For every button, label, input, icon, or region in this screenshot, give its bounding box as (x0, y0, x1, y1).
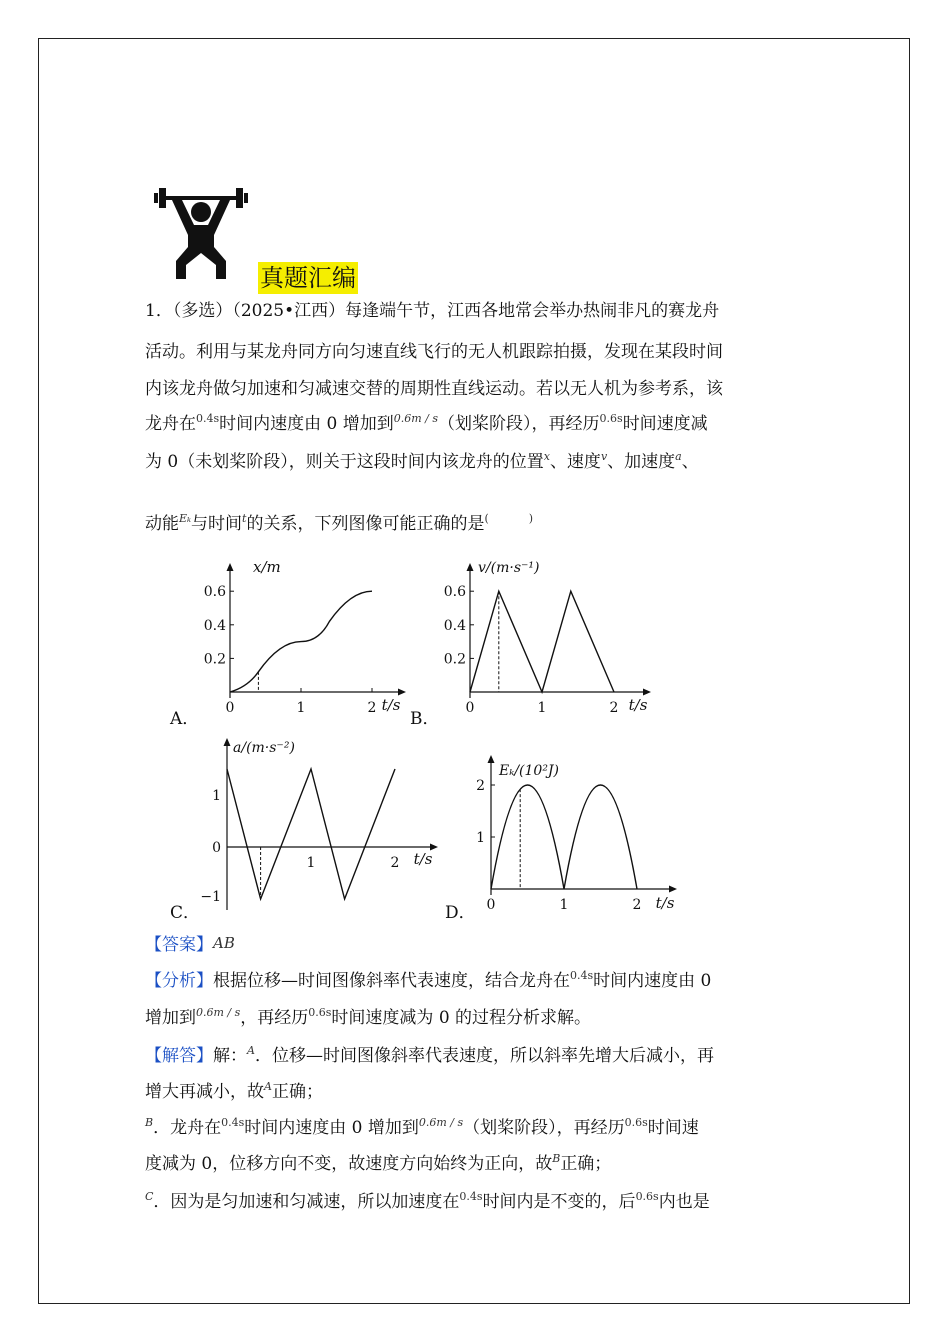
analysis-line-2: 增加到$^{0.6m / s}$，再经历$^{0.6s}$时间速度减为 0 的过程分析求解。 (145, 1006, 592, 1028)
x-tick-label: 2 (367, 700, 377, 716)
y-axis-arrow (488, 755, 495, 763)
solution-line-5: $^C$．因为是匀加速和匀减速，所以加速度在$^{0.4s}$时间内是不变的，后$^{0.6s}$内也是 (145, 1190, 710, 1212)
y-tick-label: 1 (476, 830, 485, 846)
ek-t-curve (491, 785, 637, 889)
x-axis-label: t/s (628, 696, 648, 714)
analysis-line-1: 【分析】根据位移—时间图像斜率代表速度，结合龙舟在$^{0.4s}$时间内速度由 0 (145, 969, 712, 991)
y-tick-label: 1 (212, 788, 221, 804)
question-line-1: 1．（多选）（2025•江西）每逢端午节，江西各地常会举办热闹非凡的赛龙舟 (145, 301, 720, 321)
answer-line (145, 934, 235, 956)
x-tick-label: 0 (465, 700, 475, 716)
option-a-label[interactable]: A． (170, 709, 200, 729)
a-t-line (227, 769, 395, 899)
chart-a-t (195, 738, 440, 913)
x-axis-arrow (643, 689, 651, 696)
solution-line-1: 【解答】解：$^A$．位移—时间图像斜率代表速度，所以斜率先增大后减小，再 (145, 1044, 714, 1066)
y-axis-label: x/m (253, 558, 281, 576)
y-tick-label: 0.6 (203, 584, 226, 601)
question-line-5: 为 0（未划桨阶段），则关于这段时间内该龙舟的位置$^x$、速度$^v$、加速度$^a$、 (145, 450, 699, 472)
chart-ek-t (455, 755, 685, 915)
x-t-curve (230, 591, 372, 692)
question-line-2: 活动。利用与某龙舟同方向匀速直线飞行的无人机跟踪拍摄，发现在某段时间 (145, 342, 723, 362)
chart-x-t (195, 555, 420, 720)
answer-tag: 【答案】 (145, 935, 213, 955)
option-c-label[interactable]: C． (170, 903, 201, 923)
x-tick-label: 1 (559, 897, 569, 913)
x-tick-label: 2 (609, 700, 619, 716)
solution-line-3: $^B$．龙舟在$^{0.4s}$时间内速度由 0 增加到$^{0.6m / s}$（划桨阶段），再经历$^{0.6s}$时间速 (145, 1116, 699, 1138)
x-tick-label: 2 (390, 855, 400, 871)
y-tick-label: 0.4 (203, 617, 226, 634)
x-tick-label: 1 (296, 700, 306, 716)
x-axis-label: t/s (413, 850, 433, 868)
x-tick-label: 0 (225, 700, 235, 716)
option-d-label[interactable]: D． (445, 903, 476, 923)
x-axis-arrow (669, 886, 677, 893)
v-t-line (470, 591, 614, 692)
solution-line-2: 增大再减小，故$^A$正确； (145, 1080, 323, 1102)
x-tick-label: 2 (632, 897, 642, 913)
chart-v-t (435, 555, 665, 720)
y-tick-label: 0.2 (443, 651, 466, 668)
y-axis-arrow (467, 563, 474, 571)
section-title: 真题汇编 (260, 264, 356, 292)
x-tick-label: 1 (537, 700, 547, 716)
x-axis-arrow (398, 689, 406, 696)
y-axis-arrow (227, 563, 234, 571)
answer-value: AB (213, 934, 235, 952)
y-tick-label: 2 (476, 778, 485, 794)
y-axis-label: v/(m·s⁻¹) (478, 560, 540, 576)
question-line-6: 动能$^{E_k}$与时间$^t$的关系，下列图像可能正确的是( ) (145, 512, 534, 534)
y-tick-label: 0.6 (443, 584, 466, 601)
y-tick-label: −1 (200, 889, 221, 905)
option-b-label[interactable]: B． (410, 709, 440, 729)
y-axis-arrow (224, 738, 231, 746)
y-tick-label: 0 (212, 840, 221, 856)
x-axis-label: t/s (655, 894, 675, 912)
question-line-3: 内该龙舟做匀加速和匀减速交替的周期性直线运动。若以无人机为参考系，该 (145, 379, 723, 399)
question-line-4: 龙舟在$^{0.4s}$时间内速度由 0 增加到$^{0.6m / s}$（划桨阶段），再经历$^{0.6s}$时间速度减 (145, 412, 708, 434)
y-tick-label: 0.2 (203, 651, 226, 668)
x-axis-label: t/s (381, 696, 401, 714)
x-tick-label: 0 (486, 897, 496, 913)
y-tick-label: 0.4 (443, 617, 466, 634)
y-axis-label: a/(m·s⁻²) (233, 740, 295, 756)
y-axis-label: Eₖ/(10²J) (499, 763, 560, 779)
weightlifter-icon (150, 185, 252, 281)
x-tick-label: 1 (306, 855, 316, 871)
solution-line-4: 度减为 0，位移方向不变，故速度方向始终为正向，故$^B$正确； (145, 1152, 612, 1174)
